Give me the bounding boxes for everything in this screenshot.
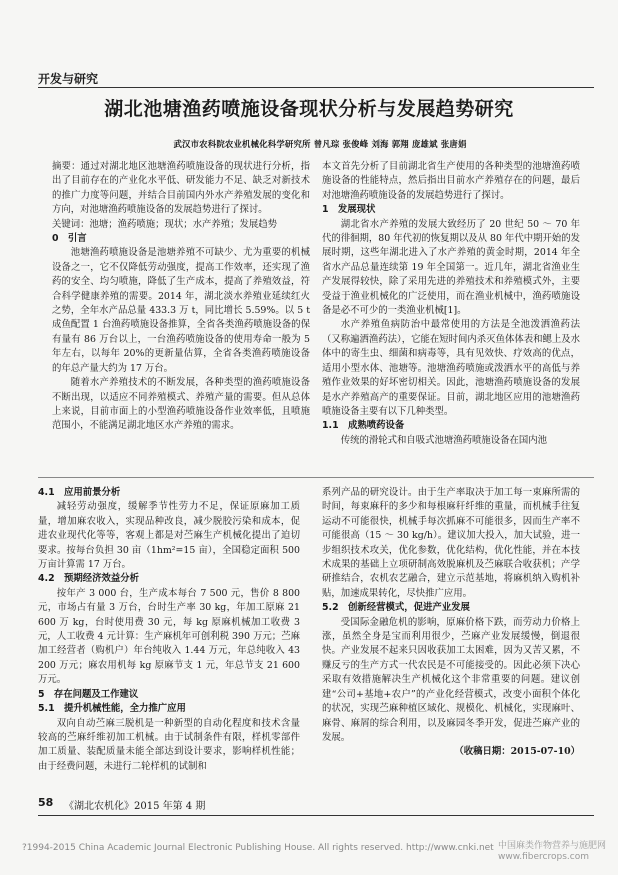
paragraph: 受国际金融危机的影响，原麻价格下跌，而劳动力价格上涨，虽然全身是宝而利用很少，苎麻产业发展缓慢，倒退很快。产业发展不起来只因收获加工太困难，因为又苦又累，不赚反亏的生产方式一代农民是不可能接受的。因此必须下决心采取有效措施解决生产机械化这个非常重要的问题。建议创建“公司+基地+农户”的产业化经营模式，改变小面积个体化的状况，实现苎麻种植区域化、规模化、机械化，实现麻叶、麻骨、麻屑的综合利用，以及麻园冬季开发，促进苎麻产业的发展。 [322,616,580,743]
paragraph: 随着水产养殖技术的不断发展，各种类型的渔药喷施设备不断出现，以适应不同养殖模式、养殖产量的需要。但从总体上来说，目前市面上的小型渔药喷施设备作业效率低，且喷施范围小，不能满足湖北地区水产养殖的需求。 [52,377,310,432]
paper-title: 湖北池塘渔药喷施设备现状分析与发展趋势研究 [104,98,514,120]
left-bottom-column [38,486,300,774]
copyright-line: ?1994-2015 China Academic Journal Electronic Publishing House. All rights reserved. http://www.cnki.net [22,843,494,853]
heading-mature-equipment: 1.1 成熟喷药设备 [322,420,405,432]
paragraph: 系列产品的研究设计。由于生产率取决于加工每一束麻所需的时间，每束麻秆的多少和每根麻秆纤维的重量，而机械手往复运动不可能很快，机械手每次抓麻不可能很多，因而生产率不可能很高（15 ～ 30 kg/h）。建议加大投入，加大试验，进一步组织技术攻关，优化参数，优化结构，优化性能，并在本技术成果的基础上立项研制高效脱麻机及苎麻联合收获机；产学研推结合，农机农艺融合，建立示范基地，将麻机纳入购机补贴，加速成果转化，尽快推广应用。 [322,487,580,599]
paragraph: 减轻劳动强度，缓解季节性劳力不足，保证原麻加工质量，增加麻农收入，实现品种改良，减少脱胶污染和成本，促进农业现代化等等，客观上都是对苎麻生产机械化提出了迫切要求。按每台负担 30 亩（1hm²=15 亩），全国稳定面积 500 万亩计算需 17 万台。 [38,501,300,571]
heading-5-1: 5.1 提升机械性能，全力推广应用 [38,703,186,715]
paragraph: 湖北省水产养殖的发展大致经历了 20 世纪 50 ～ 70 年代的徘徊期，80 年代初的恢复期以及从 80 年代中期开始的发展时期，这些年湖北进入了水产养殖的黄金时期，2014 年全省水产品总量连续第 19 年全国第一。近几年，湖北省渔业生产发展得较快，除了采用先进的养殖技术和养殖模式外，主要受益于渔业机械化的广泛使用，而在渔业机械中，渔药喷施设备是必不可少的一类渔业机械[1]。 [322,218,580,317]
paragraph: 本文首先分析了目前湖北省生产使用的各种类型的池塘渔药喷施设备的性能特点，然后指出目前水产养殖存在的问题，最后对池塘渔药喷施设备的发展趋势进行了探讨。 [322,161,580,201]
heading-4-1: 4.1 应用前景分析 [38,487,121,498]
section-tag: 开发与研究 [38,72,99,86]
heading-5: 5 存在问题及工作建议 [38,688,139,700]
right-bottom-column [322,486,580,760]
keywords: 关键词：池塘；渔药喷施；现状；水产养殖；发展趋势 [52,218,278,230]
received-date: （收稿日期：2015-07-10） [454,746,580,758]
watermark-line-1: 中国麻类作物营养与施肥网 [498,841,607,851]
footer-rule [38,815,594,816]
paragraph: 双向自动苎麻三脱机是一种新型的自动化程度和技术含量较高的苎麻纤维初加工机械。由于试制条件有限，样机零部件加工质量、装配质量未能全部达到设计要求，影响样机性能；由于经费问题，未进行二轮样机的试制和 [38,717,300,772]
right-top-column [322,160,580,448]
heading-introduction: 0 引言 [52,233,87,245]
header-rule [38,87,594,88]
heading-5-2: 5.2 创新经营模式，促进产业发展 [322,602,470,614]
journal-name: 《湖北农机化》2015 年第 4 期 [64,801,206,812]
paragraph: 池塘渔药喷施设备是池塘养殖不可缺少、尤为重要的机械设备之一，它不仅降低劳动强度，提高工作效率，还实现了渔药的安全、均匀喷施，降低了生产成本，提高了养殖效益，符合科学健康养殖的需要。2014 年，湖北淡水养殖业延续红火之势，全年水产品总量 433.3 万 t，同比增长 5.59%。以 5 t 成鱼配置 1 台渔药喷施设备推算，全省各类渔药喷施设备的保有量有 86 万台以上，一台渔药喷施设备的使用寿命一般为 5 年左右，以每年 20%的更新量估算，全省各类渔药喷施设备的年总产量大约为 17 万台。 [52,247,310,374]
abstract: 摘要：通过对湖北地区池塘渔药喷施设备的现状进行分析，指出了目前存在的产业化水平低、研发能力不足、缺乏对新技术的推广力度等问题，并结合目前国内外水产养殖发展的变化和方向，对池塘渔药喷施设备的发展趋势进行了探讨。 [52,161,310,216]
page-number: 58 [38,796,54,809]
heading-status: 1 发展现状 [322,204,376,216]
paragraph: 传统的滑轮式和自吸式池塘渔药喷施设备在国内池 [340,434,548,446]
paragraph: 水产养殖鱼病防治中最常使用的方法是全池泼洒渔药法（又称遍洒渔药法），它能在短时间内杀灭鱼体体表和鳃上及水体中的寄生虫、细菌和病毒等，具有见效快、疗效高的优点，适用小型水体、池塘等。池塘渔药喷施或泼洒水平的高低与养殖作业效果的好坏密切相关。因此，池塘渔药喷施设备的发展是水产养殖高产的重要保证。目前，湖北地区应用的池塘渔药喷施设备主要有以下几种类型。 [322,319,580,417]
left-top-column [52,160,310,434]
author-line: 武汉市农科院农业机械化科学研究所 曾凡琮 张俊峰 刘海 郭翔 庞雄斌 张唐娟 [173,139,467,149]
watermark-line-2: www.fibercrops.com [498,852,589,862]
paragraph: 按年产 3 000 台，生产成本每台 7 500 元，售价 8 800 元，市场占有量 3 万台，台时生产率 30 kg，年加工原麻 21 600 万 kg，台时使用费 30 元，每 kg 原麻机械加工收费 3 元，人工收费 4 元计算：生产麻机年可创利税 390 万元；苎麻加工经营者（购机户）年台纯收入 1.44 万元，年总纯收入 43 200 万元；麻农用机每 kg 原麻节支 1 元，年总节支 21 600 万元。 [38,587,300,686]
watermark [498,841,606,863]
heading-4-2: 4.2 预期经济效益分析 [38,573,139,585]
article-separator [38,477,594,478]
